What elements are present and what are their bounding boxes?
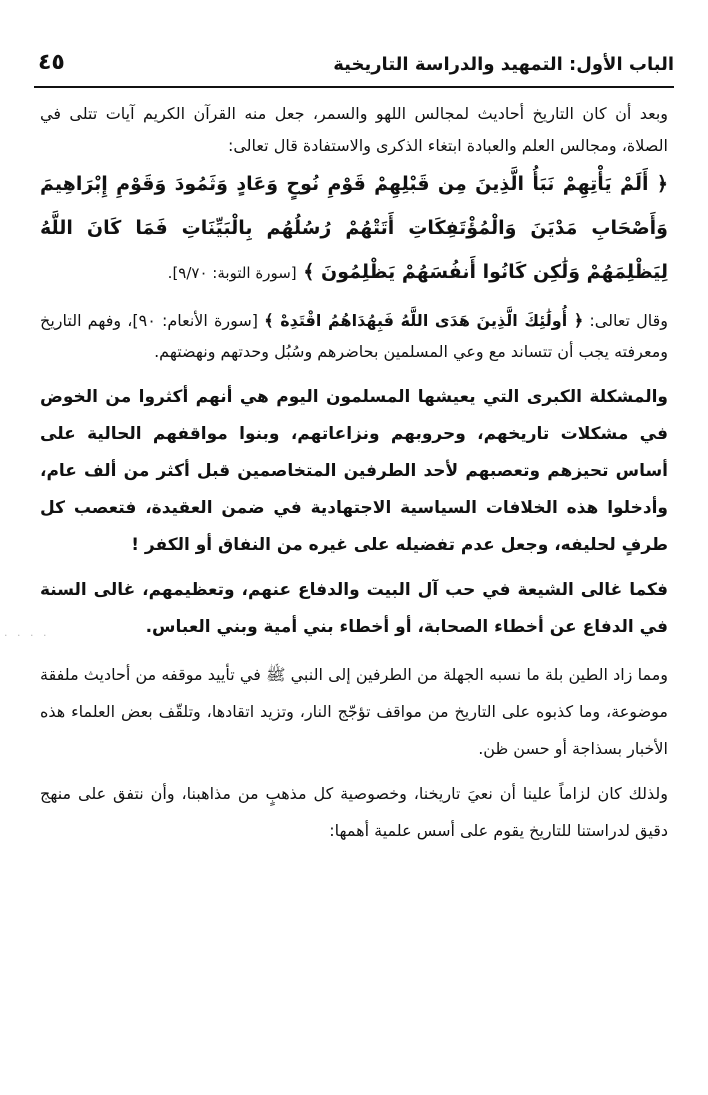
paragraph-second-verse [40, 305, 668, 367]
page-number: ٤٥ [38, 50, 65, 75]
quran-verse-anam: ﴿ أُولَٰئِكَ الَّذِينَ هَدَى اللَّهُ فَبِهُدَاهُمُ اقْتَدِهْ ﴾ [264, 311, 584, 330]
paragraph-second-verse-intro: وقال تعالى: [589, 311, 669, 330]
paragraph-conclusion: ولذلك كان لزاماً علينا أن نعيَ تاريخنا، وخصوصية كل مذهبٍ من مذاهبنا، وأن نتفق على منهج دقيق لدراستنا للتاريخ يقوم على أسس علمية أهمها: [40, 784, 668, 840]
quran-verse-block [40, 162, 668, 295]
header-divider [34, 86, 674, 88]
page-body [40, 98, 668, 849]
paragraph-fabrications: ومما زاد الطين بلة ما نسبه الجهلة من الطرفين إلى النبي ﷺ في تأييد موقفه من أحاديث ملفقة موضوعة، وما كذبوه على التاريخ من مواقف تؤجّج النار، وتزيد اتقادها، وتلقّف بعض العلماء هذه الأخبار بسذاجة أو حسن ظن. [40, 665, 668, 758]
page-header [34, 50, 674, 82]
paragraph-second-verse-rest: [سورة الأنعام: ٩٠]، وفهم التاريخ ومعرفته يجب أن تتساند مع وعي المسلمين بحاضرهم وسُبُل وحدتهم ونهضتهم. [40, 311, 668, 361]
margin-scan-marks: . . . . [4, 626, 50, 639]
chapter-title: الباب الأول: التمهيد والدراسة التاريخية [333, 54, 674, 75]
paragraph-major-problem: والمشكلة الكبرى التي يعيشها المسلمون اليوم هي أنهم أكثروا من الخوض في مشكلات تاريخهم، وحروبهم ونزاعاتهم، وبنوا مواقفهم الحالية على أساس تحيزهم وتعصبهم لأحد الطرفين المتخاصمين قبل أكثر من ألف عام، وأدخلوا هذه الخلافات السياسية الاجتهادية في ضمن العقيدة، فتعصب كل طرفٍ لحليفه، وجعل عدم تفضيله على غيره من النفاق أو الكفر ! [40, 387, 668, 555]
quran-verse-tawbah: ﴿ أَلَمْ يَأْتِهِمْ نَبَأُ الَّذِينَ مِن قَبْلِهِمْ قَوْمِ نُوحٍ وَعَادٍ وَثَمُودَ وَقَوْمِ إِبْرَاهِيمَ وَأَصْحَابِ مَدْيَنَ وَالْمُؤْتَفِكَاتِ أَتَتْهُمْ رُسُلُهُم بِالْبَيِّنَاتِ فَمَا كَانَ اللَّهُ لِيَظْلِمَهُمْ وَلَٰكِن كَانُوا أَنفُسَهُمْ يَظْلِمُونَ ﴾ [40, 173, 668, 283]
verse-reference-tawbah: [سورة التوبة: ٩/٧٠]. [167, 264, 297, 282]
paragraph-exaggeration: فكما غالى الشيعة في حب آل البيت والدفاع عنهم، وتعظيمهم، غالى السنة في الدفاع عن أخطاء الصحابة، أو أخطاء بني أمية وبني العباس. [40, 580, 668, 637]
paragraph-intro: وبعد أن كان التاريخ أحاديث لمجالس اللهو والسمر، جعل منه القرآن الكريم آيات تتلى في الصلاة، ومجالس العلم والعبادة ابتغاء الذكرى والاستفادة قال تعالى: [40, 104, 668, 155]
